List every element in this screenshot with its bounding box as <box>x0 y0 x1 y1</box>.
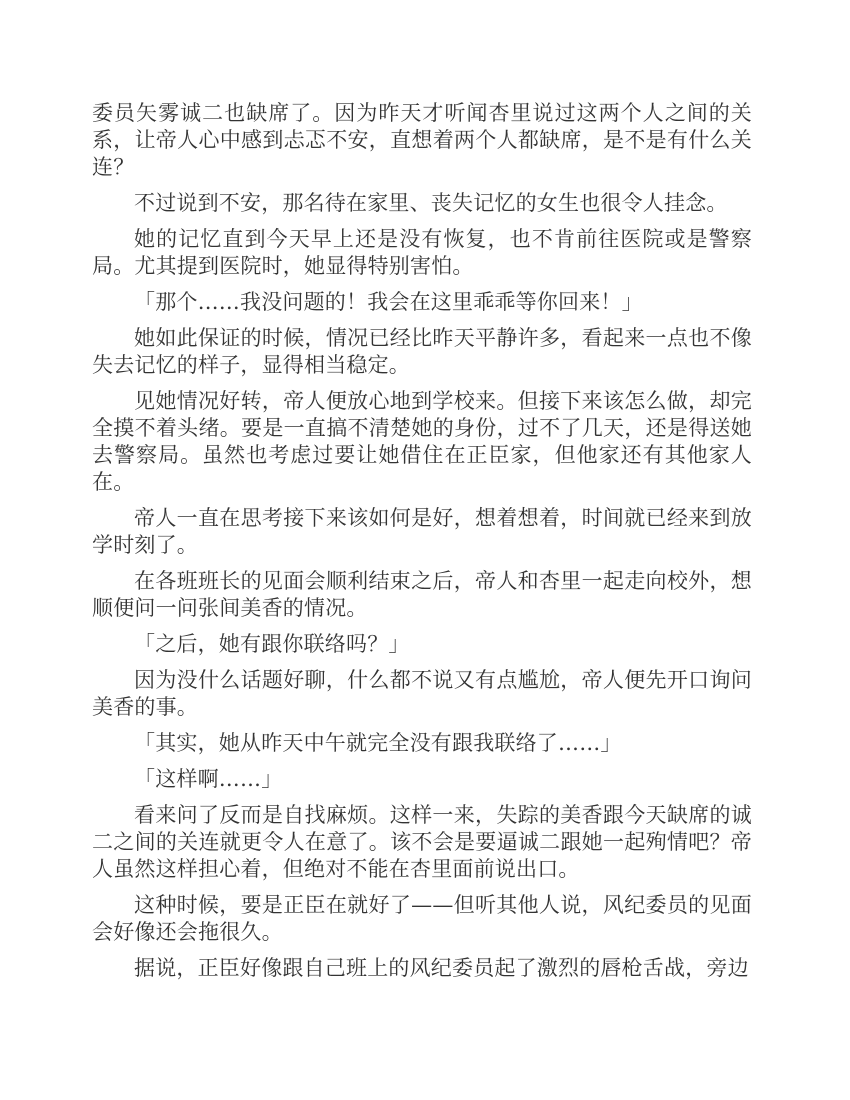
paragraph: 「其实，她从昨天中午就完全没有跟我联络了……」 <box>134 731 622 755</box>
paragraph: 委员矢雾诚二也缺席了。因为昨天才听闻杏里说过这两个人之间的关系，让帝人心中感到忐忑不安，直想着两个人都缺席，是不是有什么关连？ <box>92 101 752 179</box>
paragraph: 据说，正臣好像跟自己班上的风纪委员起了激烈的唇枪舌战，旁边 <box>134 956 749 980</box>
paragraph: 在各班班长的见面会顺利结束之后，帝人和杏里一起走向校外，想顺便问一问张间美香的情况。 <box>92 569 752 620</box>
paragraph: 帝人一直在思考接下来该如何是好，想着想着，时间就已经来到放学时刻了。 <box>92 506 752 557</box>
paragraph: 她如此保证的时候，情况已经比昨天平静许多，看起来一点也不像失去记忆的样子，显得相当稳定。 <box>92 326 752 377</box>
paragraph: 因为没什么话题好聊，什么都不说又有点尴尬，帝人便先开口询问美香的事。 <box>92 668 752 719</box>
paragraph: 「这样啊……」 <box>134 767 283 791</box>
paragraph: 「那个……我没问题的！我会在这里乖乖等你回来！」 <box>134 290 643 314</box>
paragraph: 见她情况好转，帝人便放心地到学校来。但接下来该怎么做，却完全摸不着头绪。要是一直搞不清楚她的身份，过不了几天，还是得送她去警察局。虽然也考虑过要让她借住在正臣家，但他家还有其他家人在。 <box>92 389 752 494</box>
paragraph: 这种时候，要是正臣在就好了——但听其他人说，风纪委员的见面会好像还会拖很久。 <box>92 893 752 944</box>
paragraph: 她的记忆直到今天早上还是没有恢复，也不肯前往医院或是警察局。尤其提到医院时，她显得特别害怕。 <box>92 227 752 278</box>
paragraph: 「之后，她有跟你联络吗？」 <box>134 632 410 656</box>
page-text-block <box>92 100 752 991</box>
paragraph: 看来问了反而是自找麻烦。这样一来，失踪的美香跟今天缺席的诚二之间的关连就更令人在意了。该不会是要逼诚二跟她一起殉情吧？帝人虽然这样担心着，但绝对不能在杏里面前说出口。 <box>92 803 752 881</box>
paragraph: 不过说到不安，那名待在家里、丧失记忆的女生也很令人挂念。 <box>134 191 728 215</box>
